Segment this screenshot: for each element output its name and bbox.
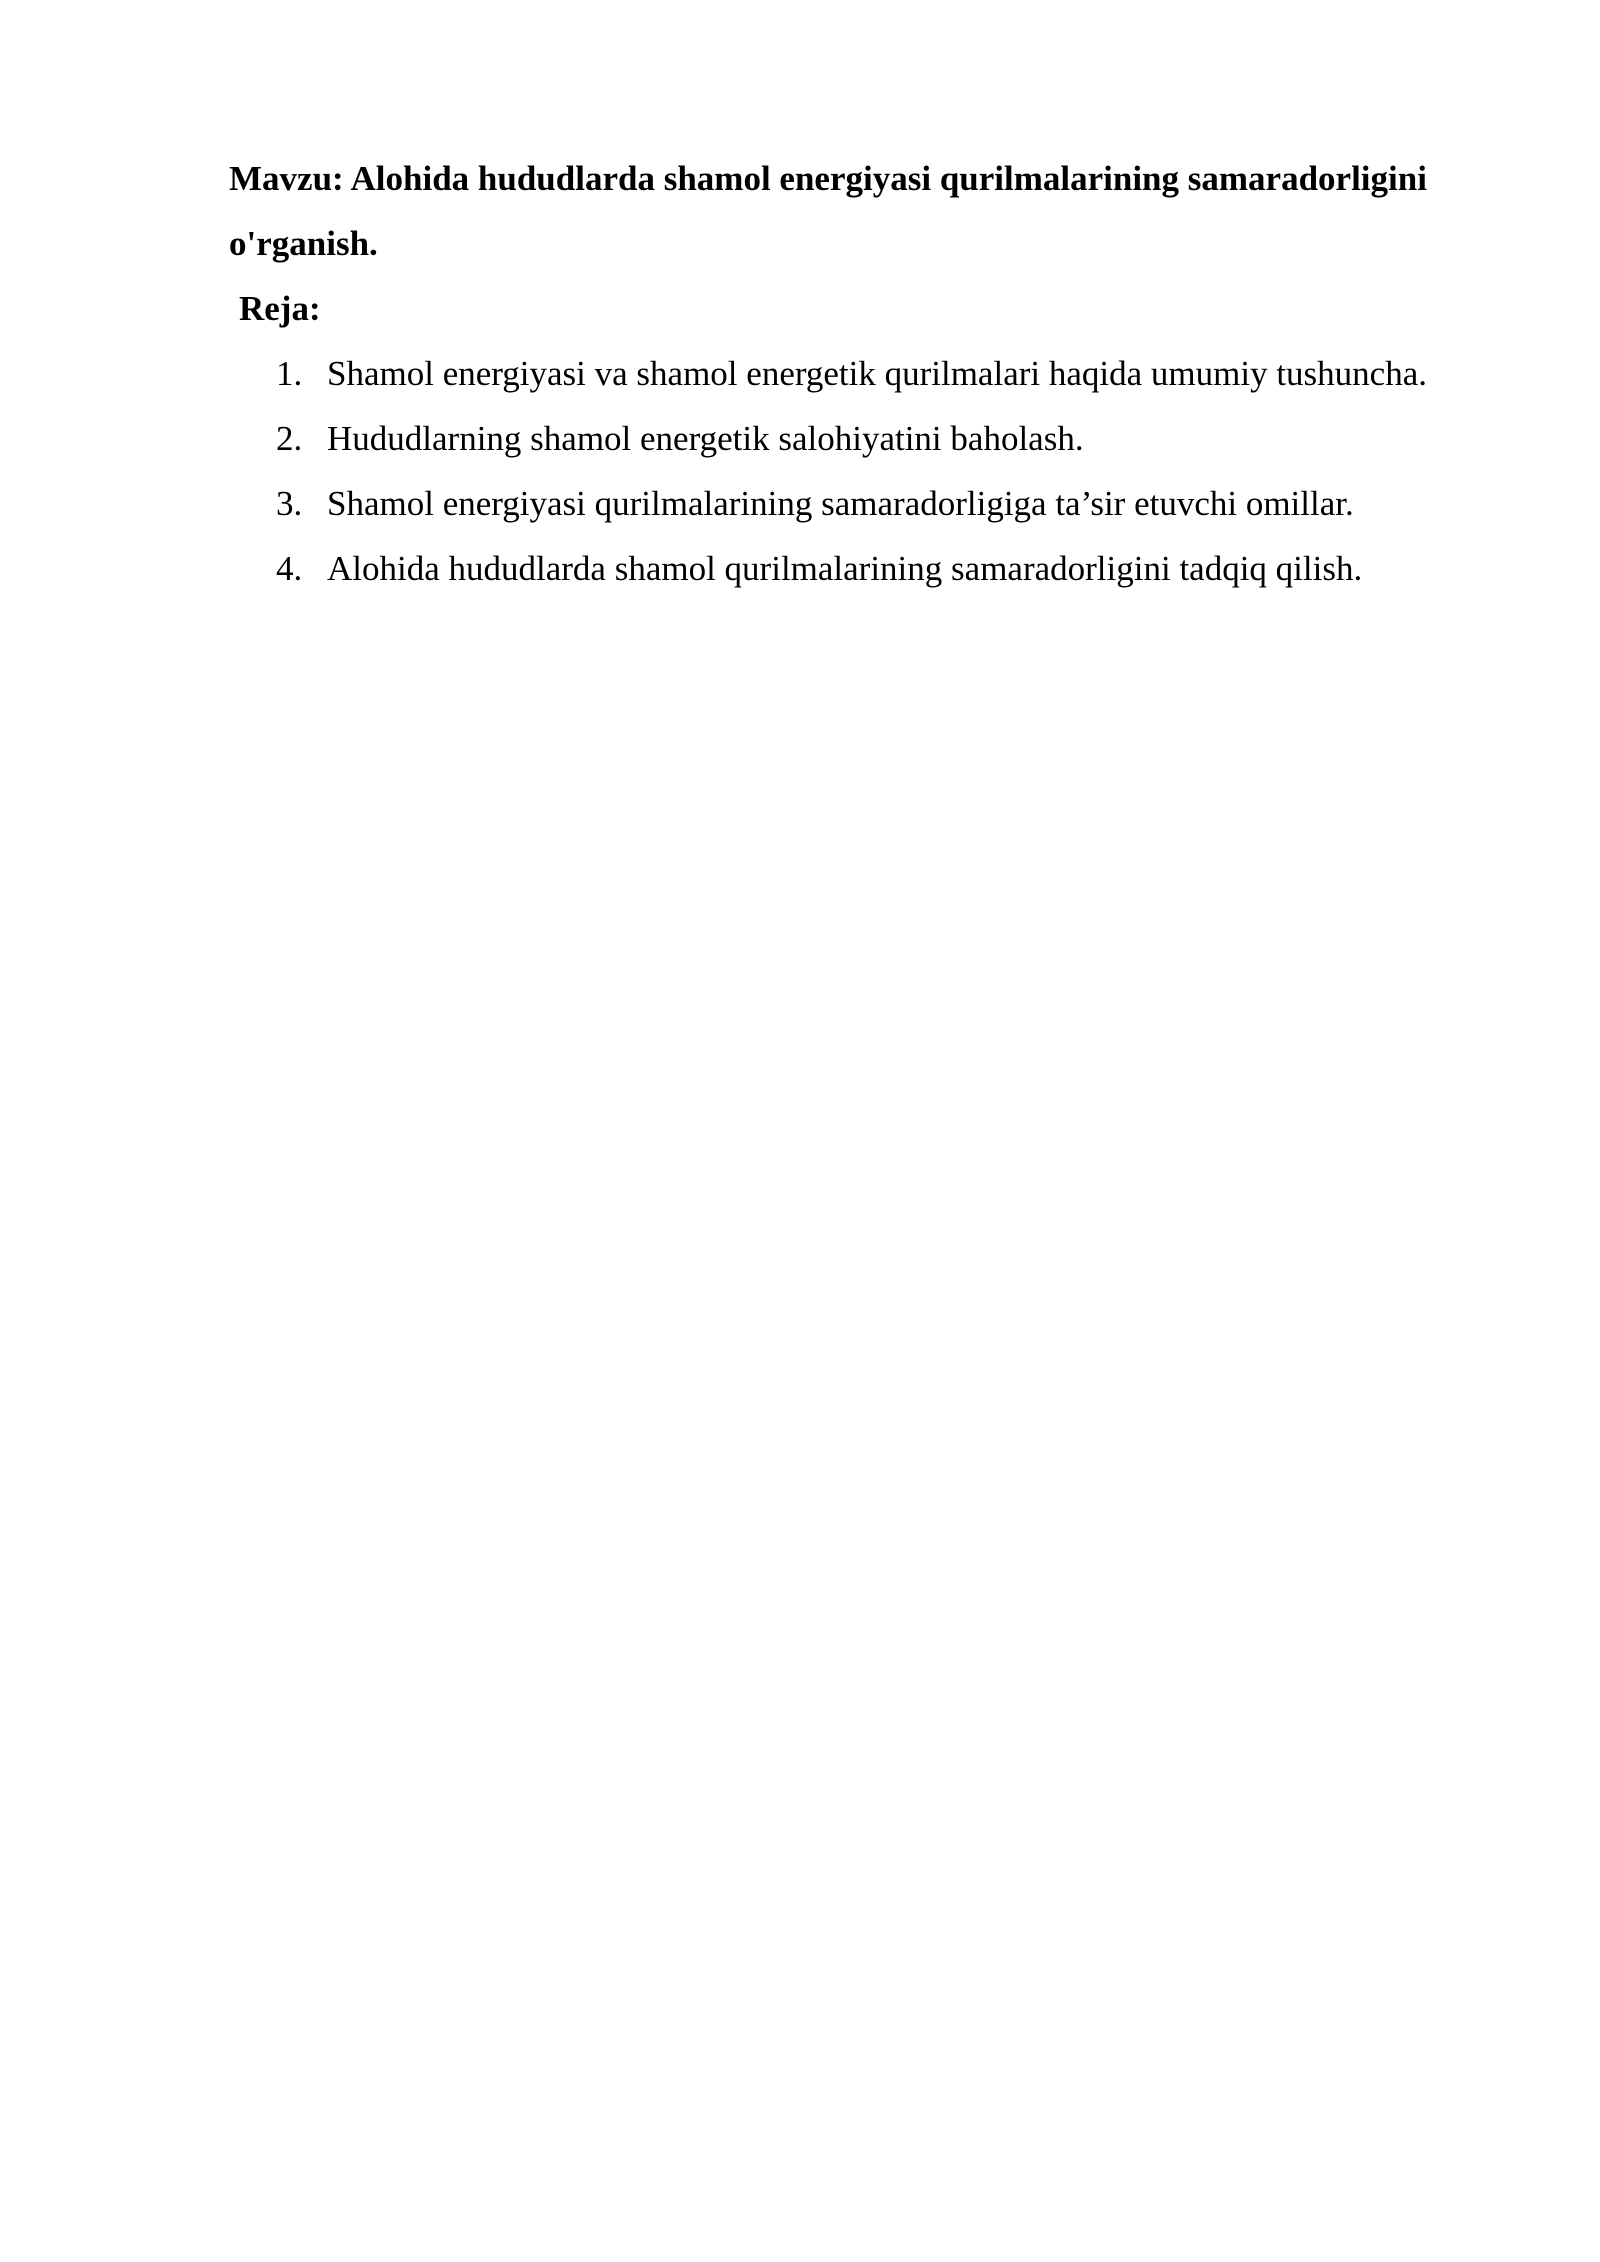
plan-list — [229, 341, 1487, 601]
plan-item-text: Alohida hududlarda shamol qurilmalarining samaradorligini tadqiq qilish. — [327, 549, 1363, 588]
plan-item — [229, 536, 1487, 601]
plan-item — [229, 341, 1487, 406]
plan-item — [229, 406, 1487, 471]
plan-item-number: 2. — [276, 419, 303, 458]
plan-item-number: 4. — [276, 549, 303, 588]
plan-item-number: 1. — [276, 354, 303, 393]
plan-item-text: Hududlarning shamol energetik salohiyatini baholash. — [327, 419, 1084, 458]
plan-item-text: Shamol energiyasi va shamol energetik qurilmalari haqida umumiy tushuncha. — [327, 354, 1427, 393]
plan-item-text: Shamol energiyasi qurilmalarining samaradorligiga ta’sir etuvchi omillar. — [327, 484, 1354, 523]
plan-item — [229, 471, 1487, 536]
document-title: Mavzu: Alohida hududlarda shamol energiyasi qurilmalarining samaradorligini o'rganish. — [229, 159, 1427, 263]
plan-heading: Reja: — [239, 289, 321, 328]
plan-item-number: 3. — [276, 484, 303, 523]
document-content — [229, 146, 1487, 601]
